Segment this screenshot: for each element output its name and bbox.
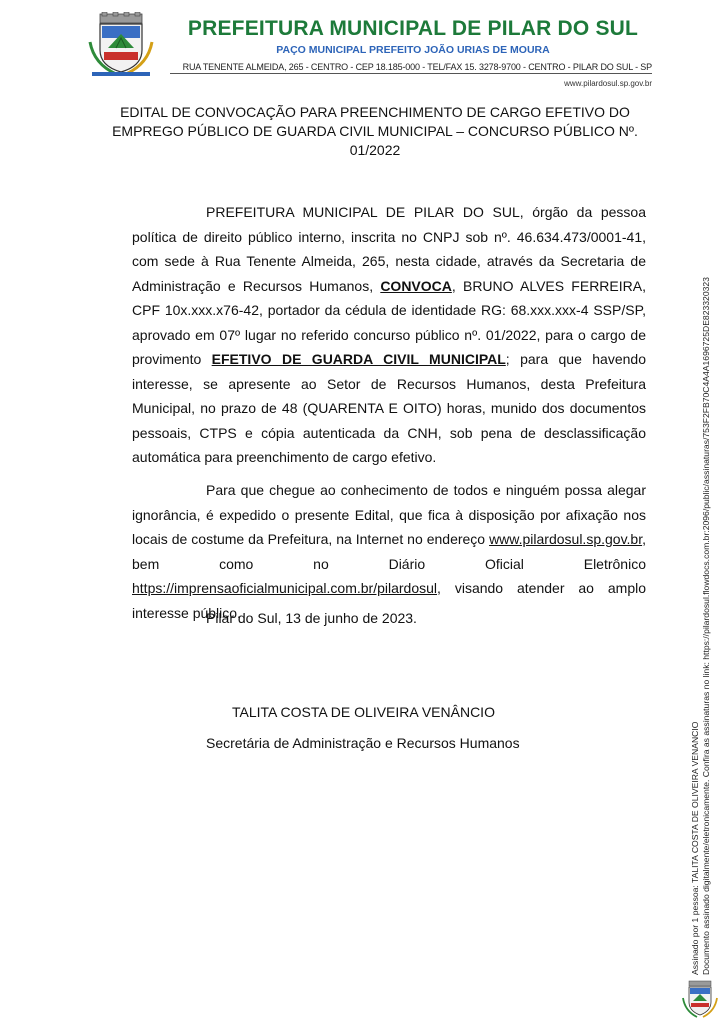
p1-text-a: PREFEITURA MUNICIPAL DE PILAR DO SUL, órgão da pessoa política de direito público interno, inscrita no CNPJ sob nº. 46.634.473/0001-41, com sede à Rua Tenente Almeida, 265, nesta cidade, através da Secretaria de Administração e Recursos Humanos, [132, 204, 646, 294]
document-title: EDITAL DE CONVOCAÇÃO PARA PREENCHIMENTO DE CARGO EFETIVO DO EMPREGO PÚBLICO DE GUARDA CIVIL MUNICIPAL – CONCURSO PÚBLICO Nº. 01/2022 [112, 104, 638, 158]
municipality-title: PREFEITURA MUNICIPAL DE PILAR DO SUL [187, 17, 639, 40]
document-date: Pilar do Sul, 13 de junho de 2023. [206, 610, 417, 626]
p2-text-c: , visando atender ao amplo interesse público. [132, 580, 646, 621]
official-gazette-link[interactable]: https://imprensaoficialmunicipal.com.br/pilardosul [132, 580, 438, 596]
signature-signer-line: Assinado por 1 pessoa: TALITA COSTA DE OLIVEIRA VENANCIO [690, 721, 700, 975]
small-coat-of-arms-icon [680, 980, 720, 1018]
website: www.pilardosul.sp.gov.br [564, 79, 652, 88]
municipal-palace-subtitle: PAÇO MUNICIPAL PREFEITO JOÃO URIAS DE MOURA [276, 44, 550, 56]
header-divider [170, 73, 652, 74]
coat-of-arms-icon [86, 12, 156, 76]
cargo-name: EFETIVO DE GUARDA CIVIL MUNICIPAL [211, 351, 506, 367]
digital-signature-stamp [690, 277, 711, 975]
p2-text-b: , bem como no Diário Oficial Eletrônico [132, 531, 646, 572]
signer-name: TALITA COSTA DE OLIVEIRA VENÂNCIO [232, 704, 495, 720]
website-link[interactable]: www.pilardosul.sp.gov.br [489, 531, 643, 547]
signer-role: Secretária de Administração e Recursos Humanos [206, 735, 520, 751]
p1-text-c: ; para que havendo interesse, se apresente ao Setor de Recursos Humanos, desta Prefeitura Municipal, no prazo de 48 (QUARENTA E OITO) horas, munido dos documentos pessoais, CTPS e cópia autenticada da CNH, sob pena de desclassificação automática para preenchimento de cargo efetivo. [132, 351, 646, 465]
address-line: RUA TENENTE ALMEIDA, 265 - CENTRO - CEP 18.185-000 - TEL/FAX 15. 3278-9700 - CENTRO - PILAR DO SUL - SP [182, 62, 652, 72]
p1-text-b: , BRUNO ALVES FERREIRA, CPF 10x.xxx.x76-42, portador da cédula de identidade RG: 68.xxx.xxx-4 SSP/SP, aprovado em 07º lugar no referido concurso público nº. 01/2022, para o cargo de provimento [132, 277, 646, 367]
convoca-keyword: CONVOCA [380, 277, 452, 294]
p2-text-a: Para que chegue ao conhecimento de todos e ninguém possa alegar ignorância, é expedido o presente Edital, que fica à disposição por afixação nos locais de costume da Prefeitura, na Internet no endereço [132, 482, 646, 547]
publicity-paragraph [132, 478, 646, 625]
convocation-paragraph [132, 200, 646, 470]
signature-verification-line: Documento assinado digitalmente/eletronicamente. Confira as assinaturas no link: https://pilardosul.flowdocs.com.br:2096/public/assinaturas/753F2FB70C4A4A1696725DE823320323 [700, 277, 711, 975]
